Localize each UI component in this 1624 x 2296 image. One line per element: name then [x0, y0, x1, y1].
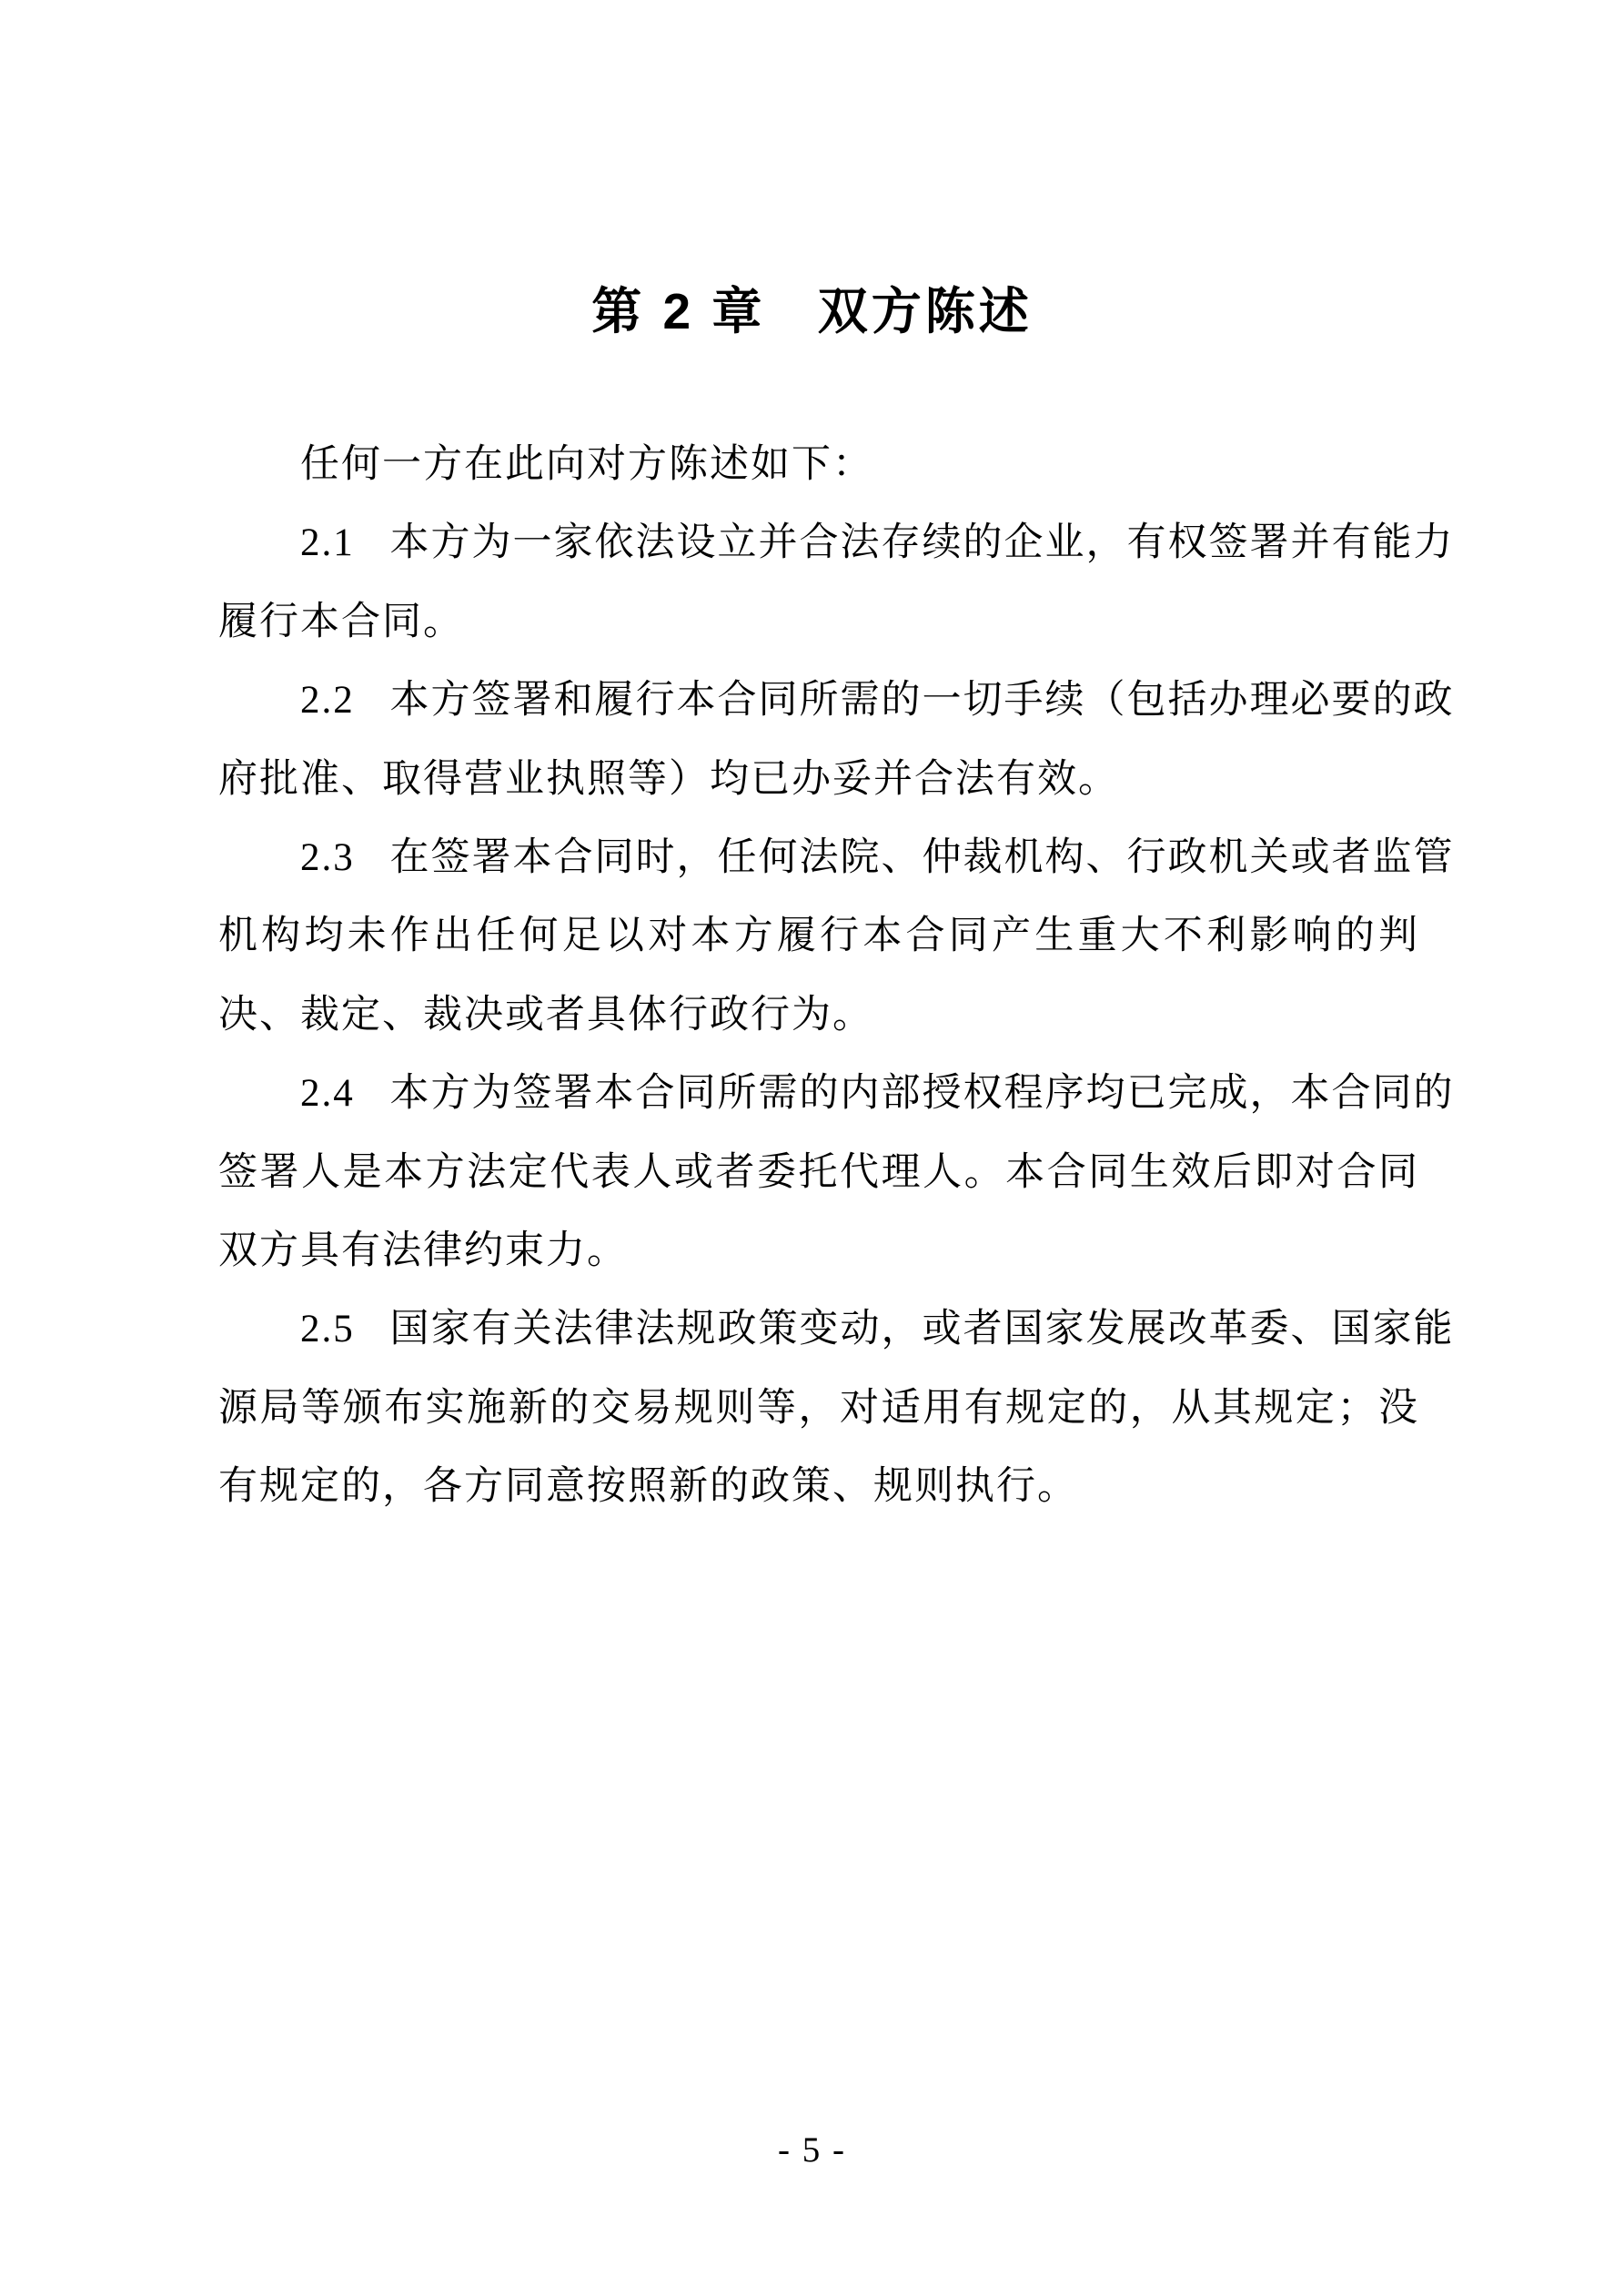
text-line: 2.4 本方为签署本合同所需的内部授权程序均已完成，本合同的	[300, 1072, 1455, 1116]
document-body	[218, 426, 1455, 1527]
text-line: 决、裁定、裁决或者具体行政行为。	[218, 993, 873, 1037]
text-line: 2.1 本方为一家依法设立并合法存续的企业，有权签署并有能力	[300, 521, 1455, 565]
text-line: 任何一方在此向对方陈述如下：	[300, 443, 873, 486]
text-line: 2.5 国家有关法律法规政策变动，或者国家发展改革委、国家能	[300, 1308, 1455, 1351]
text-line: 2.3 在签署本合同时，任何法院、仲裁机构、行政机关或者监管	[300, 836, 1455, 880]
chapter-number: 第 2 章	[591, 283, 766, 339]
paragraph	[218, 1290, 1455, 1526]
text-line: 源局等颁布实施新的交易规则等，对适用有规定的，从其规定；没	[218, 1386, 1419, 1430]
text-line: 机构均未作出任何足以对本方履行本合同产生重大不利影响的判	[218, 915, 1419, 958]
paragraph	[218, 819, 1455, 1055]
chapter-title	[0, 280, 1624, 343]
text-line: 签署人是本方法定代表人或者委托代理人。本合同生效后即对合同	[218, 1150, 1419, 1194]
text-line: 府批准、取得营业执照等）均已办妥并合法有效。	[218, 757, 1119, 801]
page-footer	[0, 2129, 1624, 2170]
paragraph	[218, 426, 1419, 504]
text-line: 2.2 本方签署和履行本合同所需的一切手续（包括办理必要的政	[300, 679, 1455, 723]
paragraph	[218, 662, 1455, 819]
page-number: - 5 -	[778, 2130, 846, 2170]
text-line: 双方具有法律约束力。	[218, 1229, 628, 1273]
text-line: 有规定的，各方同意按照新的政策、规则执行。	[218, 1465, 1078, 1509]
text-line: 履行本合同。	[218, 600, 464, 643]
paragraph	[218, 504, 1455, 662]
paragraph	[218, 1055, 1455, 1290]
chapter-name: 双方陈述	[817, 283, 1033, 339]
